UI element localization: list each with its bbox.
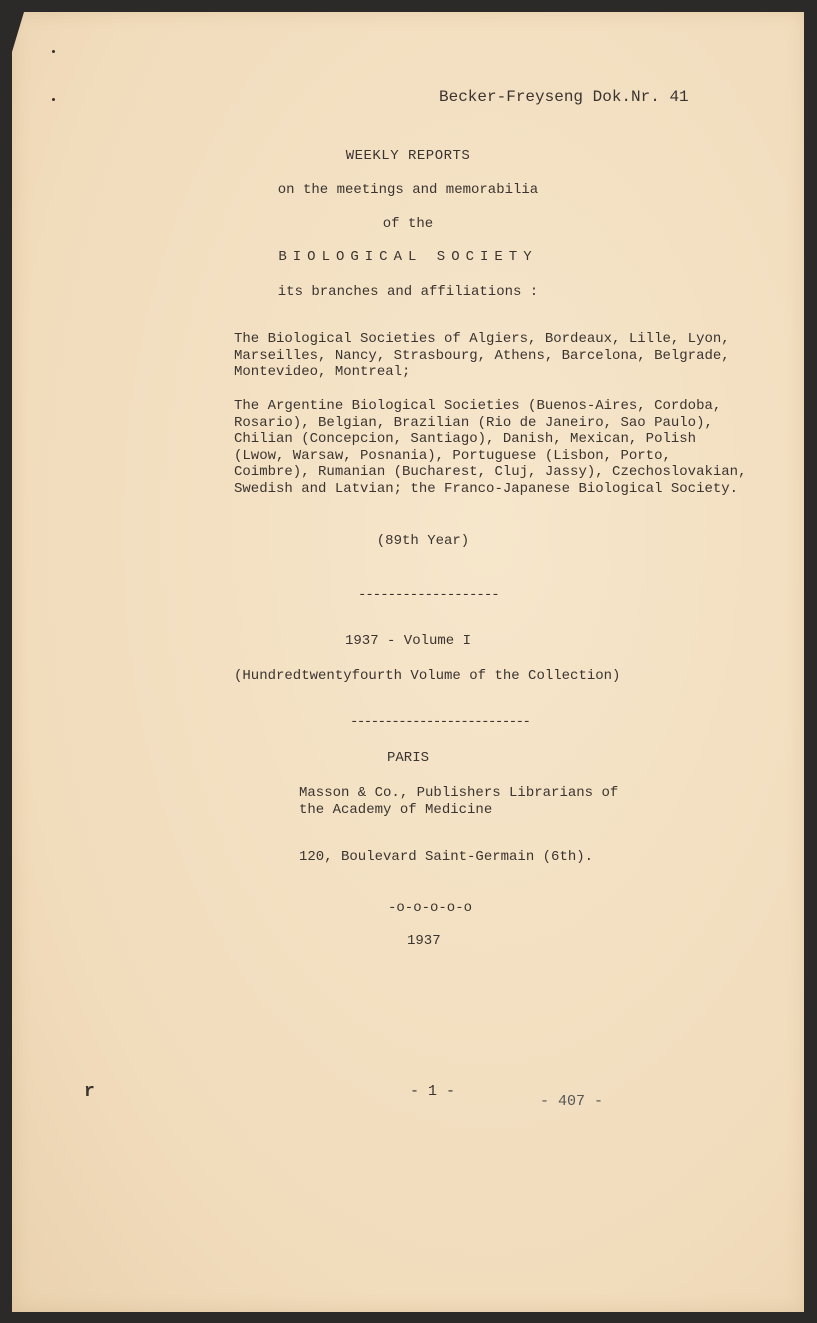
societies-paragraph-2: The Argentine Biological Societies (Buenos-Aires, Cordoba, Rosario), Belgian, Brazilian (Rio de Janeiro, Sao Paulo), Chilian (Concepcion, Santiago), Danish, Mexican, Polish (Lwow, Warsaw, Posnania), Portuguese (Lisbon, Porto, Coimbre), Rumanian (Bucharest, Cluj, Jassy), Czechoslovakian, Swedish and Latvian; the Franco-Japanese Biological Society.	[234, 398, 747, 497]
document-page	[12, 12, 804, 1312]
publisher-line: Masson & Co., Publishers Librarians of	[299, 785, 619, 801]
separator-line: --------------------------	[350, 714, 530, 730]
city-heading: PARIS	[386, 750, 429, 766]
margin-mark: r	[84, 1082, 95, 1102]
publication-year: 1937	[407, 933, 441, 949]
title-biological-society: BIOLOGICAL SOCIETY	[278, 249, 538, 265]
title-subline: on the meetings and memorabilia	[277, 182, 539, 198]
volume-heading: 1937 - Volume I	[344, 633, 472, 649]
title-weekly-reports: WEEKLY REPORTS	[345, 148, 471, 164]
publisher-address: 120, Boulevard Saint-Germain (6th).	[299, 849, 594, 865]
title-branches: its branches and affiliations :	[277, 284, 539, 300]
punch-mark	[52, 50, 55, 53]
title-of-the: of the	[382, 216, 434, 232]
separator-line: -------------------	[358, 587, 499, 603]
societies-paragraph-1: The Biological Societies of Algiers, Bordeaux, Lille, Lyon, Marseilles, Nancy, Strasbourg, Athens, Barcelona, Belgrade, Montevideo, Montreal;	[234, 331, 730, 381]
year-note: (89th Year)	[376, 533, 470, 549]
publisher-block	[299, 785, 618, 818]
publisher-line: the Academy of Medicine	[299, 801, 493, 818]
punch-mark	[52, 98, 55, 101]
document-reference: Becker-Freyseng Dok.Nr. 41	[439, 88, 689, 106]
ornament-divider: -o-o-o-o-o	[388, 900, 473, 916]
collection-note: (Hundredtwentyfourth Volume of the Collection)	[234, 668, 621, 684]
stamped-page-number: - 407 -	[540, 1093, 604, 1110]
torn-corner	[12, 12, 24, 52]
page-number: - 1 -	[410, 1083, 456, 1100]
